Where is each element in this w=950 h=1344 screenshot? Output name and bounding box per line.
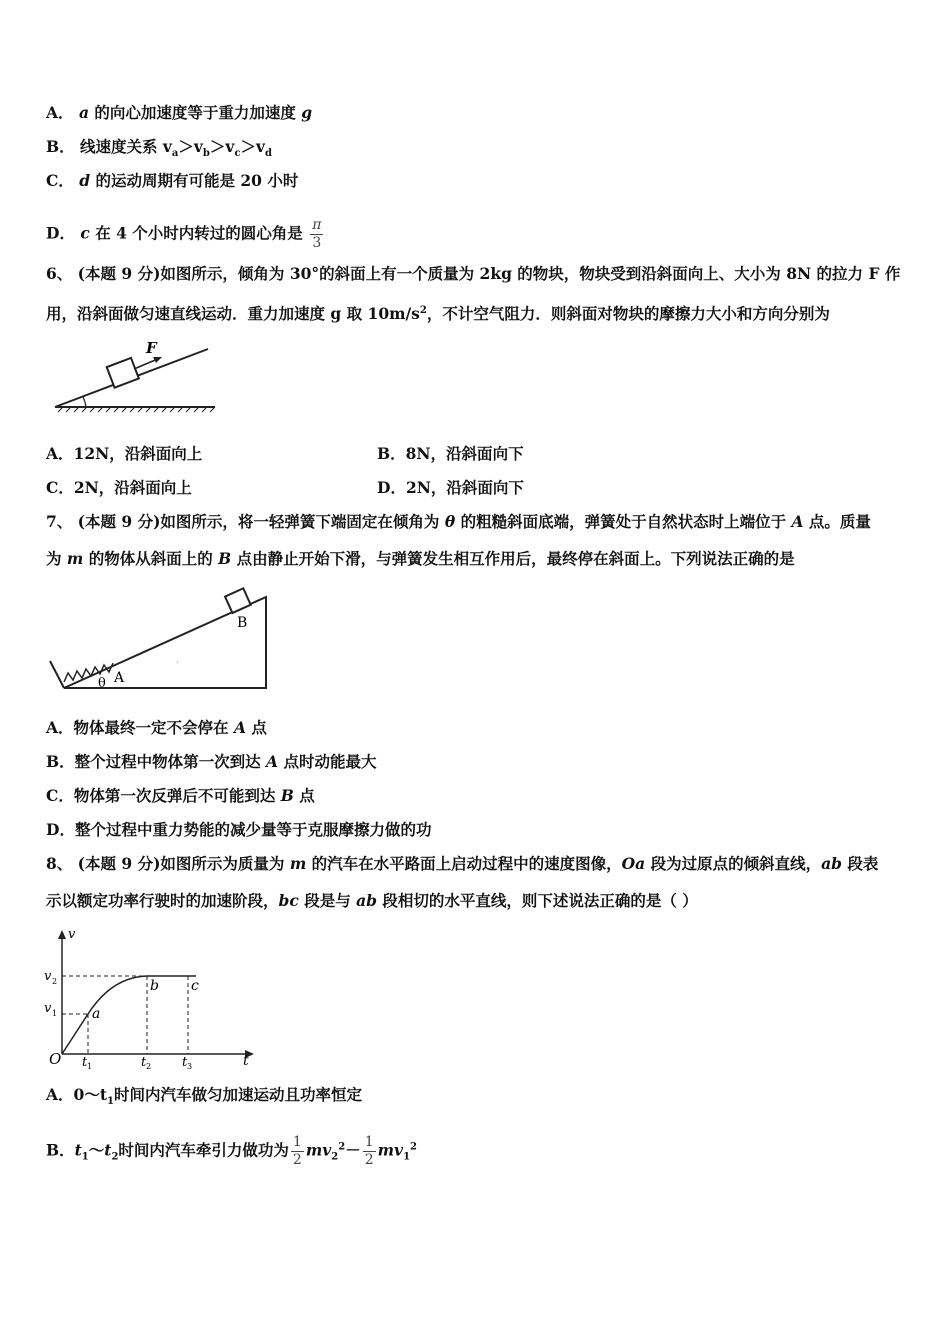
text: 示以额定功率行驶时的加速阶段， (46, 891, 279, 910)
subscript: 2 (331, 1151, 339, 1163)
subscript: 1 (403, 1151, 411, 1163)
var-B: B (218, 549, 232, 568)
q6-incline-figure (50, 335, 220, 415)
q8-velocity-time-graph (42, 922, 262, 1072)
block (107, 358, 139, 388)
var: A (233, 718, 246, 737)
subscript: d (265, 148, 273, 160)
subscript: 1 (81, 1151, 89, 1163)
tilde: ～ (88, 1140, 105, 1160)
guide-lines (62, 976, 188, 1054)
gt-v: ＞v (240, 137, 266, 156)
option-text: 整个过程中重力势能的减少量等于克服摩擦力做的功 (74, 820, 432, 839)
option-text: 8N，沿斜面向下 (405, 444, 524, 463)
label-t3-sub: 3 (187, 1062, 193, 1071)
option-label: D． (377, 478, 406, 497)
label-v2: v (44, 969, 52, 984)
q5-option-a (46, 103, 312, 123)
label-v1-sub: 1 (52, 1009, 58, 1018)
q7-stem-line1 (46, 512, 871, 532)
q7-option-c (46, 786, 315, 806)
label-t1: t (82, 1055, 88, 1070)
option-text: 点时动能最大 (278, 752, 377, 771)
label-t1-sub: 1 (87, 1062, 93, 1071)
q8-stem-line2 (46, 891, 698, 911)
option-text: 2N，沿斜面向下 (405, 478, 524, 497)
q6-option-c (46, 478, 192, 498)
superscript: 2 (338, 1141, 346, 1153)
var-t: t (104, 1140, 112, 1160)
var-c: c (80, 223, 90, 243)
label-theta: θ (98, 676, 106, 691)
var: B (280, 786, 294, 805)
block (225, 588, 251, 613)
wall (50, 661, 64, 688)
text: 段表 (841, 854, 879, 873)
label-v: v (68, 927, 76, 942)
option-text: 时间内汽车牵引力做功为 (118, 1140, 289, 1160)
subscript: 1 (106, 1096, 114, 1108)
label-v1: v (44, 1001, 52, 1016)
option-text: 0～t (73, 1085, 107, 1104)
point-a: a (92, 1006, 101, 1022)
var-a: a (78, 103, 89, 122)
option-label: C． (46, 478, 74, 497)
frac-num: 1 (292, 1134, 302, 1150)
option-text: 点 (245, 718, 267, 737)
option-text: 的运动周期有可能是 20 小时 (90, 171, 299, 190)
text: 7、 (本题 9 分)如图所示，将一轻弹簧下端固定在倾角为 (46, 512, 445, 531)
q6-option-b (377, 444, 524, 464)
q5-option-c (46, 171, 298, 191)
option-text: 在 4 个小时内转过的圆心角是 (89, 223, 309, 243)
option-text: 点 (293, 786, 315, 805)
var-ab: ab (821, 854, 842, 873)
frac-den: 2 (292, 1152, 302, 1168)
text: 用，沿斜面做匀速直线运动．重力加速度 g 取 10m/s (46, 304, 420, 324)
q8-option-a (46, 1085, 362, 1112)
option-label: A． (46, 444, 74, 463)
label-B: B (237, 615, 248, 631)
q8-option-b (46, 1134, 417, 1169)
q6-option-a (46, 444, 202, 464)
q7-incline-spring-figure (44, 585, 274, 695)
fraction (363, 1134, 376, 1169)
text: 段相切的水平直线，则下述说法正确的是（ ） (376, 891, 698, 910)
point-b: b (150, 978, 159, 994)
label-t3: t (182, 1055, 188, 1070)
var-d: d (79, 171, 91, 190)
text: ，不计空气阻力．则斜面对物块的摩擦力大小和方向分别为 (426, 304, 830, 324)
force-label: F (146, 339, 157, 357)
gt-v: ＞v (209, 137, 235, 156)
label-origin: O (49, 1050, 62, 1068)
q7-stem-line2 (46, 549, 795, 569)
angle-arc (83, 397, 86, 407)
superscript: 2 (419, 305, 427, 316)
var: A (266, 752, 279, 771)
frac-num: π (312, 217, 322, 233)
q7-option-d (46, 820, 431, 840)
dot: · (176, 658, 179, 667)
v-axis-arrow (58, 930, 66, 939)
option-label: A． (46, 1085, 74, 1104)
gt-v: ＞v (178, 137, 203, 156)
fraction (291, 1134, 304, 1169)
label-t2-sub: 2 (146, 1062, 152, 1071)
option-label: B． (46, 752, 75, 771)
option-text: 线速度关系 v (80, 137, 172, 156)
text: 为 (46, 549, 67, 568)
var-mv: mv (377, 1140, 404, 1160)
option-label: A． (46, 718, 74, 737)
subscript: a (171, 148, 179, 160)
text: 点。质量 (803, 512, 871, 531)
velocity-curve (62, 976, 196, 1054)
var-A: A (791, 512, 804, 531)
text: 8、 (本题 9 分)如图所示为质量为 (46, 854, 290, 873)
subscript: c (234, 148, 241, 160)
q7-option-b (46, 752, 376, 772)
label-A: A (114, 670, 125, 686)
option-label: B． (46, 1140, 75, 1160)
option-label: D． (46, 223, 75, 243)
q6-stem-line2 (46, 301, 830, 324)
superscript: 2 (410, 1141, 417, 1153)
option-text: 12N，沿斜面向上 (73, 444, 203, 463)
q6-option-d (377, 478, 524, 498)
q8-stem-line1 (46, 854, 878, 874)
fraction (310, 217, 323, 252)
label-t2: t (141, 1055, 147, 1070)
option-text: 时间内汽车做匀加速运动且功率恒定 (113, 1085, 362, 1104)
option-text: 物体第一次反弹后不可能到达 (73, 786, 281, 805)
option-text: 2N，沿斜面向上 (73, 478, 192, 497)
option-label: B． (377, 444, 406, 463)
text: 点由静止开始下滑，与弹簧发生相互作用后，最终停在斜面上。下列说法正确的是 (231, 549, 795, 568)
text: 段为过原点的倾斜直线， (645, 854, 822, 873)
text: 段是与 (298, 891, 357, 910)
option-label: C． (46, 786, 74, 805)
var-ab: ab (356, 891, 377, 910)
label-t: t (243, 1053, 249, 1069)
point-c: c (191, 978, 199, 994)
option-text: 整个过程中物体第一次到达 (74, 752, 267, 771)
var-Oa: Oa (621, 854, 646, 873)
frac-den: 3 (312, 235, 322, 251)
q7-option-a (46, 718, 267, 738)
option-label: C． (46, 171, 74, 190)
option-text: 的向心加速度等于重力加速度 (88, 103, 302, 122)
option-text: 物体最终一定不会停在 (73, 718, 234, 737)
frac-num: 1 (364, 1134, 374, 1150)
subscript: 2 (111, 1151, 119, 1163)
var-bc: bc (278, 891, 299, 910)
frac-den: 2 (364, 1152, 374, 1168)
q6-stem-line1: 6、 (本题 9 分)如图所示，倾角为 30°的斜面上有一个质量为 2kg 的物块，物块受到沿斜面向上、大小为 8N 的拉力 F 作 (46, 264, 901, 283)
option-label: D． (46, 820, 75, 839)
option-label: B． (46, 137, 75, 156)
minus: － (345, 1140, 361, 1160)
var-t: t (74, 1140, 82, 1160)
q5-option-b (46, 137, 272, 164)
var-g: g (301, 103, 313, 122)
q5-option-d (46, 217, 325, 252)
var-theta: θ (444, 512, 456, 531)
text: 的汽车在水平路面上启动过程中的速度图像， (306, 854, 622, 873)
var-m: m (66, 549, 84, 568)
text: 的物体从斜面上的 (83, 549, 219, 568)
label-v2-sub: 2 (52, 977, 58, 986)
var-mv: mv (305, 1140, 332, 1160)
var-m: m (289, 854, 307, 873)
subscript: b (202, 148, 210, 160)
option-label: A． (46, 103, 74, 122)
text: 的粗糙斜面底端，弹簧处于自然状态时上端位于 (455, 512, 792, 531)
